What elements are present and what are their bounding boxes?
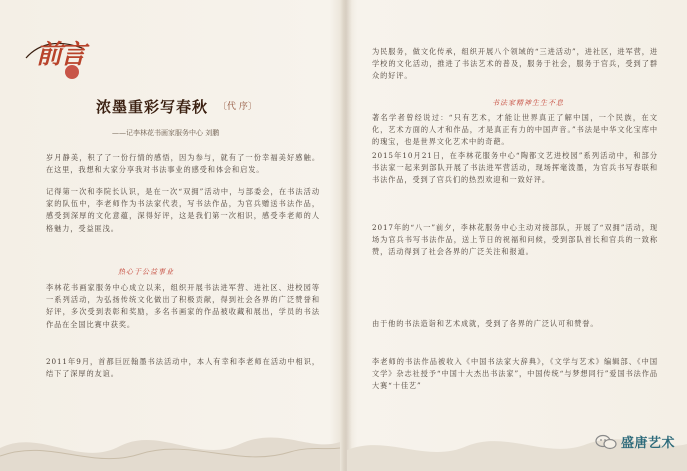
left-paragraph-2: 记得第一次和李院长认识，是在一次“双拥”活动中，与部委会，在书法活动家的队伍中，李老师作为书法家代表，写书法作品，为官兵赠送书法作品，感受到深厚的文化意蕴，深得好评，这是我们第一次相识，感受李老师的人格魅力，受益匪浅。 — [46, 187, 320, 233]
left-paragraph-1: 岁月静美，积了了一份行情的感悟，因为参与，就有了一份幸福美好感触。在这里，我想和大家分享我对书法事业的感受和体会和启发。 — [46, 153, 320, 175]
right-subheading: 书法家精神生生不息 — [492, 99, 564, 107]
preface-heading: 前言 — [36, 40, 85, 70]
right-paragraph-2: 2015年10月21日，在李林花服务中心“陶都文艺进校园”系列活动中，和部分书法家一起来到部队开展了书法进军营活动，现场挥毫泼墨，为官兵书写春联和书法作品，受到了官兵们的热烈欢迎和一致好评。 — [372, 151, 658, 185]
page-gutter — [340, 0, 352, 471]
byline: ——记李林花书画家服务中心 刘鹏 — [112, 129, 220, 137]
watermark — [595, 432, 675, 451]
left-paragraph-3: 李林花书画家服务中心成立以来，组织开展书法进军营、进社区、进校园等一系列活动，为弘扬传统文化做出了积极贡献，得到社会各界的广泛赞誉和好评，多次受到表彰和奖励，多名书画家的作品被收藏和展出，学员的书法作品在全国比赛中获奖。 — [46, 283, 320, 329]
title-note: 〔代 序〕 — [218, 102, 257, 112]
left-subheading: 热心于公益事业 — [118, 268, 174, 276]
right-paragraph-5: 李老师的书法作品被收入《中国书法家大辞典》，《文学与艺术》编辑部、《中国文学》杂志社授予“中国十大杰出书法家”，中国传统“与梦想同行”爱国书法作品大赛“十佳艺” — [372, 357, 658, 391]
right-paragraph-4: 由于他的书法造诣和艺术成就，受到了各界的广泛认可和赞誉。 — [372, 319, 599, 328]
right-paragraph-1: 著名学者曾经说过：“只有艺术，才能让世界真正了解中国，一个民族，在文化，艺术方面的人才和作品，才是真正有力的中国声音。”书法是中华文化宝库中的瑰宝，也是世界文化艺术中的奇葩。 — [372, 113, 658, 147]
wave-ornament-icon — [0, 408, 340, 471]
wechat-icon — [595, 434, 617, 450]
watermark-text: 盛唐艺术 — [620, 436, 675, 451]
right-paragraph-3: 2017年的“八一”前夕，李林花服务中心主动对接部队，开展了“双拥”活动，现场为官兵书写书法作品，送上节日的祝福和问候，受到部队首长和官兵的一致称赞，活动得到了社会各界的广泛关注和报道。 — [372, 223, 658, 257]
right-top-paragraph: 为民服务，做文化传承，组织开展八个领域的“三进活动”，进社区，进军营，进学校的文化活动，推进了书法艺术的普及，服务于社会，服务于官兵，受到了群众的好评。 — [372, 47, 658, 81]
left-paragraph-4: 2011年9月，首都巨匠翰墨书法活动中，本人有幸和李老师在活动中相识，结下了深厚的友谊。 — [46, 357, 320, 379]
page-title: 浓墨重彩写春秋 — [96, 98, 209, 116]
